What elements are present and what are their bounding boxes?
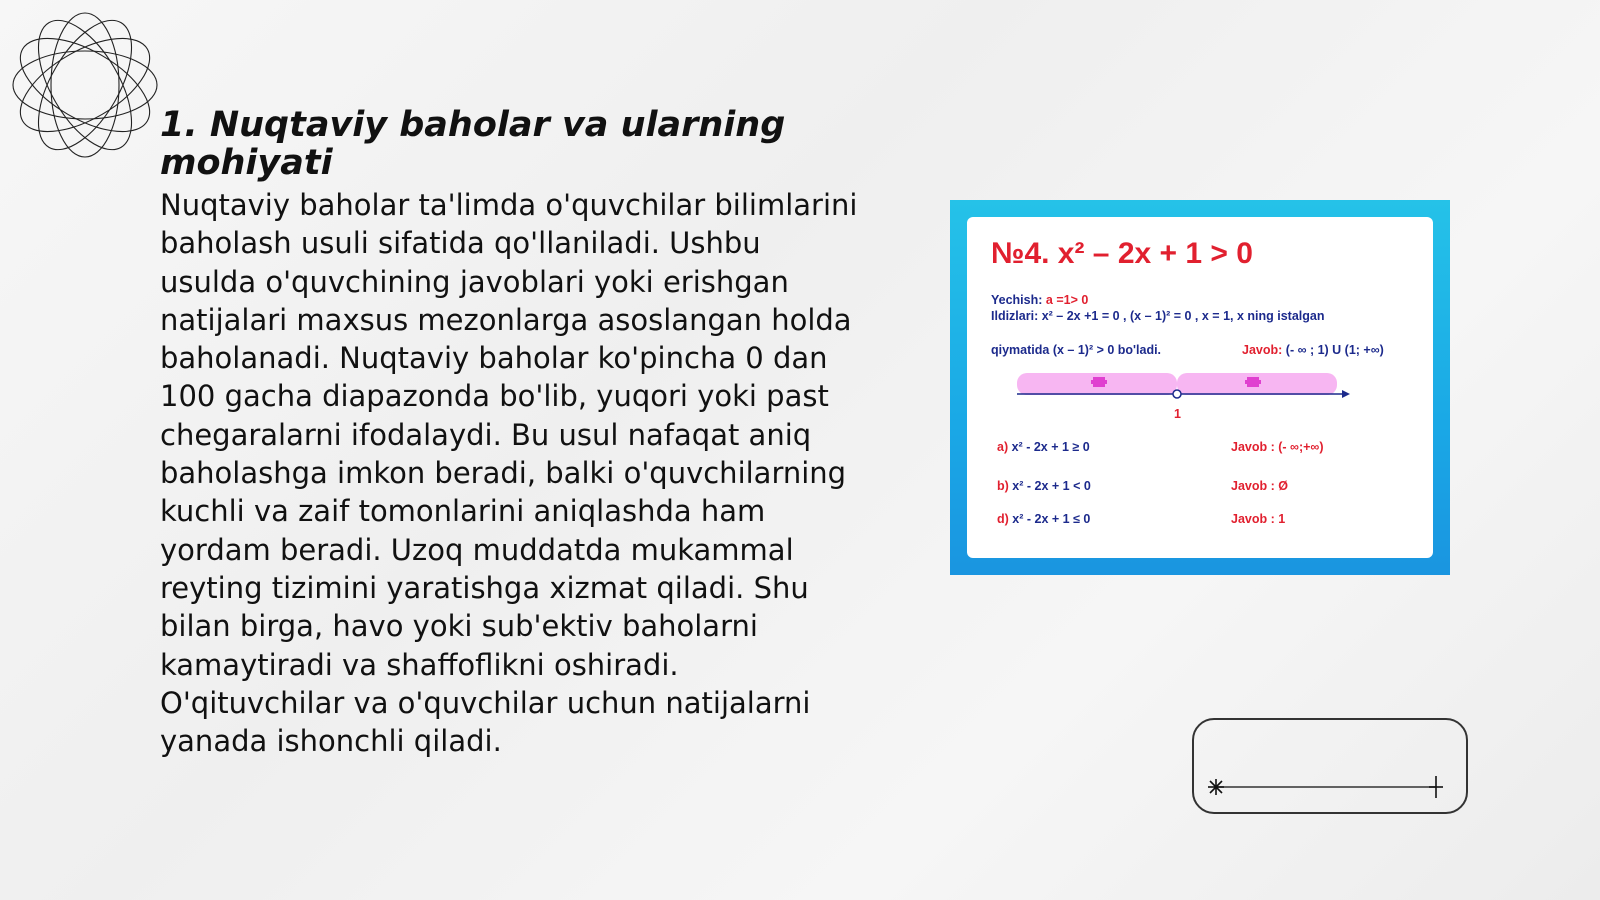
item-b-expr: x² - 2x + 1 < 0 — [1012, 479, 1091, 493]
decorative-rounded-frame — [1192, 718, 1468, 814]
number-line-tick-label: 1 — [1174, 407, 1181, 421]
plus-icon — [1429, 776, 1443, 798]
item-b-answer: Javob : Ø — [1231, 479, 1288, 493]
item-d — [997, 512, 1090, 526]
yechish-line — [991, 293, 1088, 307]
decorative-line — [1204, 772, 1444, 802]
slide-title: 1. Nuqtaviy baholar va ularning mohiyati — [160, 105, 786, 183]
item-a-expr: x² - 2x + 1 ≥ 0 — [1011, 440, 1090, 454]
ildizlari-line — [991, 309, 1325, 323]
item-d-answer: Javob : 1 — [1231, 512, 1286, 526]
item-a-label: a) — [997, 440, 1009, 454]
qiymatida-line: qiymatida (x – 1)² > 0 bo'ladi. — [991, 343, 1162, 357]
javob-main-value: (- ∞ ; 1) U (1; +∞) — [1285, 343, 1384, 357]
yechish-label: Yechish: — [991, 293, 1043, 307]
plus-sign-left-icon — [1091, 379, 1107, 385]
math-card-content — [967, 217, 1433, 558]
item-a-answer: Javob : (- ∞;+∞) — [1231, 440, 1324, 454]
number-line — [1017, 367, 1357, 427]
sparkle-icon — [1208, 779, 1224, 795]
slide-body-text: Nuqtaviy baholar ta'limda o'quvchilar bilimlarini baholash usuli sifatida qo'llaniladi. Ushbu usulda o'quvchining javoblari yoki erishgan natijalari maxsus mezonlarga asoslangan holda baholanadi. Nuqtaviy baholar ko'pincha 0 dan 100 gacha diapazonda bo'lib, yuqori yoki past chegaralarni ifodalaydi. Bu usul nafaqat aniq baholashga imkon beradi, balki o'quvchilarning kuchli va zaif tomonlarini aniqlashda ham yordam beradi. Uzoq muddatda mukammal reyting tizimini yaratishga xizmat qiladi. Shu bilan birga, havo yoki sub'ektiv baholarni kamaytiradi va shaffoflikni oshiradi. O'qituvchilar va o'quvchilar uchun natijalarni yanada ishonchli qiladi. — [160, 188, 858, 759]
plus-sign-right-icon — [1245, 379, 1261, 385]
javob-main-line — [1242, 343, 1384, 357]
item-b-label: b) — [997, 479, 1009, 493]
item-d-label: d) — [997, 512, 1009, 526]
ildizlari-value: x² – 2x +1 = 0 , (x – 1)² = 0 , x = 1, x ning istalgan — [1041, 309, 1325, 323]
orbit-logo-icon — [10, 10, 160, 160]
javob-main-label: Javob: — [1242, 343, 1283, 357]
open-point-icon — [1173, 390, 1181, 398]
arrow-head-icon — [1342, 390, 1350, 398]
problem-headline: №4. x² – 2x + 1 > 0 — [991, 237, 1253, 270]
ildizlari-label: Ildizlari: — [991, 309, 1039, 323]
math-example-card — [950, 200, 1450, 575]
yechish-value: a =1> 0 — [1045, 293, 1089, 307]
item-a — [997, 440, 1090, 454]
item-b — [997, 479, 1091, 493]
item-d-expr: x² - 2x + 1 ≤ 0 — [1012, 512, 1091, 526]
